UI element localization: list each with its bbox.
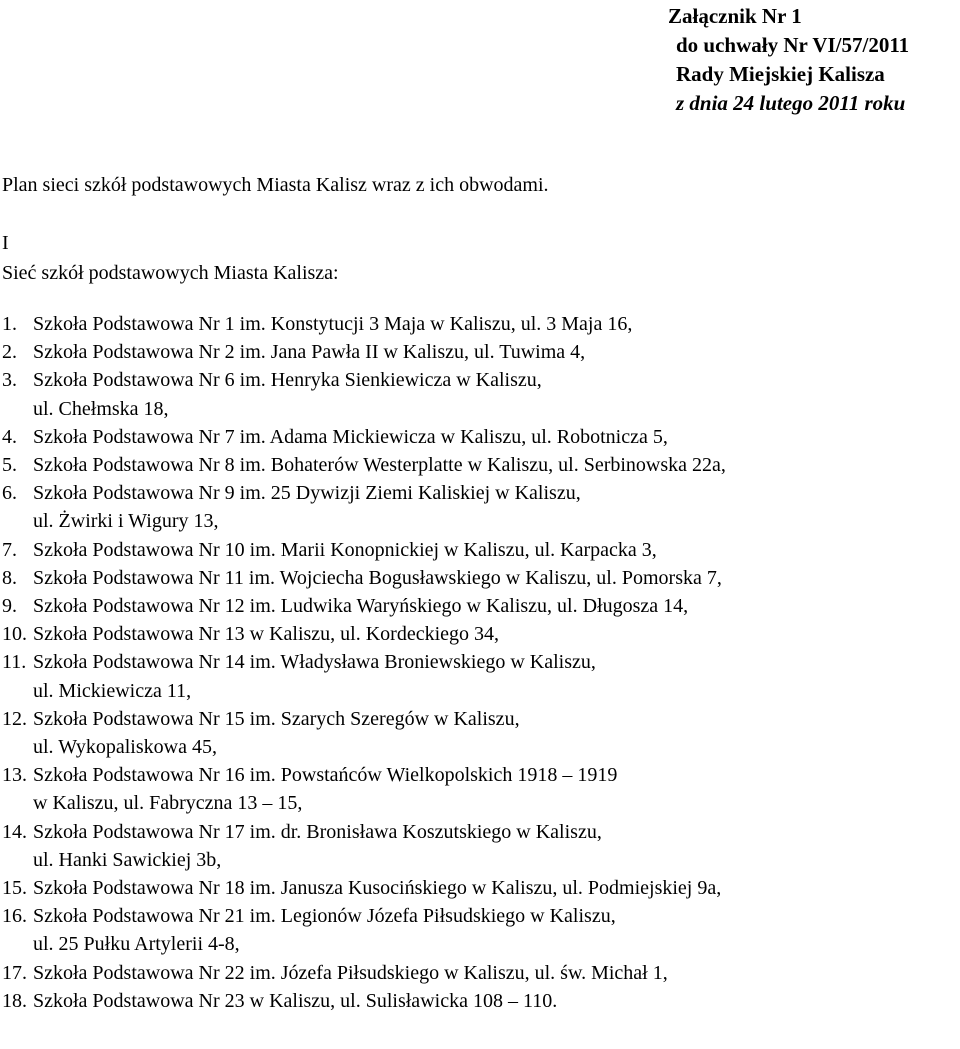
list-item-text: Szkoła Podstawowa Nr 8 im. Bohaterów Westerplatte w Kaliszu, ul. Serbinowska 22a, — [33, 454, 726, 477]
list-item — [2, 423, 952, 451]
list-item-number: 10. — [2, 623, 27, 646]
list-item-text: Szkoła Podstawowa Nr 12 im. Ludwika Waryńskiego w Kaliszu, ul. Długosza 14, — [33, 595, 689, 618]
list-item — [2, 874, 952, 902]
list-item — [2, 987, 952, 1015]
list-item-number: 16. — [2, 905, 27, 928]
list-item-number: 6. — [2, 482, 17, 505]
list-item — [2, 620, 952, 648]
list-item-text: Szkoła Podstawowa Nr 1 im. Konstytucji 3 Maja w Kaliszu, ul. 3 Maja 16, — [33, 313, 633, 335]
document-title: Plan sieci szkół podstawowych Miasta Kalisz wraz z ich obwodami. — [2, 174, 549, 196]
section-title: Sieć szkół podstawowych Miasta Kalisza: — [2, 262, 339, 284]
list-item — [2, 761, 952, 817]
school-list — [2, 310, 952, 1015]
list-item — [2, 366, 952, 422]
list-item — [2, 451, 952, 479]
attachment-title: Załącznik Nr 1 — [668, 4, 802, 28]
list-item-text: Szkoła Podstawowa Nr 2 im. Jana Pawła II w Kaliszu, ul. Tuwima 4, — [33, 341, 586, 364]
list-item-text: ul. Wykopaliskowa 45, — [33, 736, 217, 759]
list-item-text: Szkoła Podstawowa Nr 10 im. Marii Konopnickiej w Kaliszu, ul. Karpacka 3, — [33, 538, 657, 561]
list-item — [2, 705, 952, 761]
list-item-text: Szkoła Podstawowa Nr 23 w Kaliszu, ul. Sulisławicka 108 – 110. — [33, 989, 558, 1012]
list-item-number: 2. — [2, 341, 17, 364]
list-item-text: Szkoła Podstawowa Nr 15 im. Szarych Szeregów w Kaliszu, — [33, 707, 520, 730]
list-item-text: Szkoła Podstawowa Nr 7 im. Adama Mickiewicza w Kaliszu, ul. Robotnicza 5, — [33, 425, 668, 448]
list-item-text: Szkoła Podstawowa Nr 6 im. Henryka Sienkiewicza w Kaliszu, — [33, 369, 542, 392]
list-item-text: ul. Mickiewicza 11, — [33, 679, 192, 702]
list-item — [2, 818, 952, 874]
list-item-number: 5. — [2, 454, 17, 477]
list-item-text: Szkoła Podstawowa Nr 18 im. Janusza Kusocińskiego w Kaliszu, ul. Podmiejskiej 9a, — [33, 877, 722, 900]
attachment-header — [668, 2, 909, 118]
list-item-number: 14. — [2, 820, 27, 843]
list-item-number: 1. — [2, 313, 17, 335]
list-item-text: ul. Żwirki i Wigury 13, — [33, 510, 219, 533]
list-item-number: 11. — [2, 651, 27, 674]
list-item-text: Szkoła Podstawowa Nr 17 im. dr. Bronisława Koszutskiego w Kaliszu, — [33, 820, 602, 843]
council-name: Rady Miejskiej Kalisza — [676, 62, 885, 86]
list-item — [2, 310, 952, 338]
list-item-text: Szkoła Podstawowa Nr 22 im. Józefa Piłsudskiego w Kaliszu, ul. św. Michał 1, — [33, 961, 668, 984]
list-item-text: Szkoła Podstawowa Nr 13 w Kaliszu, ul. Kordeckiego 34, — [33, 623, 500, 646]
list-item — [2, 959, 952, 987]
list-item-text: Szkoła Podstawowa Nr 9 im. 25 Dywizji Ziemi Kaliskiej w Kaliszu, — [33, 482, 581, 505]
list-item — [2, 338, 952, 366]
list-item-text: Szkoła Podstawowa Nr 16 im. Powstańców Wielkopolskich 1918 – 1919 — [33, 764, 618, 787]
resolution-date: z dnia 24 lutego 2011 roku — [676, 91, 906, 115]
list-item-text: Szkoła Podstawowa Nr 21 im. Legionów Józefa Piłsudskiego w Kaliszu, — [33, 905, 616, 928]
list-item — [2, 564, 952, 592]
list-item-text: ul. Hanki Sawickiej 3b, — [33, 848, 222, 871]
list-item — [2, 536, 952, 564]
list-item-number: 17. — [2, 961, 27, 984]
list-item-text: ul. 25 Pułku Artylerii 4-8, — [33, 933, 240, 956]
list-item — [2, 902, 952, 958]
list-item — [2, 648, 952, 704]
list-item-text: ul. Chełmska 18, — [33, 397, 169, 420]
list-item-number: 8. — [2, 566, 17, 589]
list-item-number: 4. — [2, 425, 17, 448]
resolution-number: do uchwały Nr VI/57/2011 — [676, 33, 910, 57]
list-item — [2, 592, 952, 620]
list-item-number: 12. — [2, 707, 27, 730]
list-item-number: 3. — [2, 369, 17, 392]
list-item-number: 18. — [2, 989, 27, 1012]
section-number: I — [2, 232, 9, 254]
list-item-text: Szkoła Podstawowa Nr 14 im. Władysława Broniewskiego w Kaliszu, — [33, 651, 596, 674]
list-item-number: 9. — [2, 595, 17, 618]
list-item — [2, 479, 952, 535]
list-item-number: 13. — [2, 764, 27, 787]
list-item-text: w Kaliszu, ul. Fabryczna 13 – 15, — [33, 792, 303, 815]
document-body — [2, 170, 952, 1015]
list-item-number: 15. — [2, 877, 27, 900]
list-item-number: 7. — [2, 538, 17, 561]
list-item-text: Szkoła Podstawowa Nr 11 im. Wojciecha Bogusławskiego w Kaliszu, ul. Pomorska 7, — [33, 566, 722, 589]
